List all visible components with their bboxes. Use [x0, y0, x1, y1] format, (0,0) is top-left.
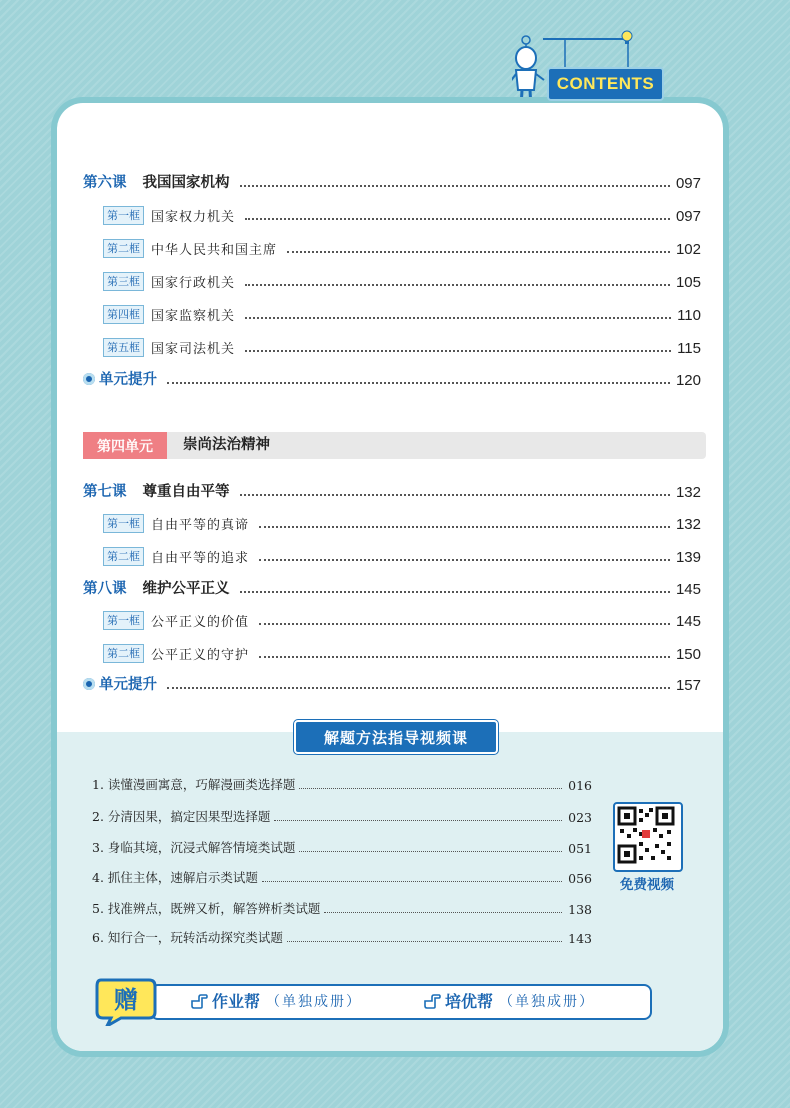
page-number: 145: [675, 613, 701, 630]
lesson-number: 第六课: [83, 175, 127, 191]
video-title: 4. 抓住主体，速解启示类试题: [92, 870, 258, 885]
frame-tag: 第五框: [103, 338, 144, 357]
unit-banner[interactable]: [83, 432, 706, 459]
page-number: 023: [568, 810, 592, 825]
leader-dots: [245, 217, 670, 220]
page-number: 145: [675, 581, 701, 598]
lesson-number: 第八课: [83, 581, 127, 597]
toc-unit-review[interactable]: [83, 367, 701, 389]
video-item[interactable]: [92, 926, 592, 946]
section-title: 国家监察机关: [151, 309, 236, 324]
video-title: 6. 知行合一，玩转活动探究类试题: [92, 930, 283, 945]
leader-dots: [167, 381, 670, 384]
page-number: 132: [675, 484, 701, 501]
page-number: 097: [675, 175, 701, 192]
leader-dots: [240, 493, 670, 496]
section-title: 公平正义的守护: [151, 648, 250, 663]
leader-dots: [259, 622, 670, 625]
lesson-title: 尊重自由平等: [142, 484, 230, 500]
toc-lesson-6[interactable]: [83, 170, 701, 192]
leader-dots: [299, 788, 562, 789]
leader-dots: [259, 525, 670, 528]
leader-dots: [262, 881, 562, 882]
toc-section[interactable]: [103, 203, 701, 225]
video-title: 1. 读懂漫画寓意，巧解漫画类选择题: [92, 777, 296, 792]
qr-code-icon: [615, 804, 677, 866]
gift-item-homework[interactable]: [190, 989, 362, 1012]
video-item[interactable]: [92, 773, 592, 793]
bullet-icon: [83, 678, 95, 690]
gift-badge-label: 赠: [114, 987, 138, 1014]
section-title: 国家行政机关: [151, 276, 236, 291]
gift-subtitle: （单独成册）: [499, 993, 596, 1010]
section-title: 国家司法机关: [151, 342, 236, 357]
toc-section[interactable]: [103, 269, 701, 291]
section-title: 公平正义的价值: [151, 615, 250, 630]
video-item[interactable]: [92, 836, 592, 856]
gift-title: 培优帮: [445, 994, 494, 1011]
frame-tag: 第二框: [103, 239, 144, 258]
pointing-hand-icon: [190, 992, 208, 1010]
leader-dots: [259, 558, 670, 561]
leader-dots: [299, 851, 562, 852]
video-section-title: 解题方法指导视频课: [323, 729, 468, 747]
section-title: 国家权力机关: [151, 210, 236, 225]
leader-dots: [245, 349, 671, 352]
page-number: 051: [568, 841, 592, 856]
video-section-header: [294, 720, 498, 754]
toc-section[interactable]: [103, 302, 701, 324]
bullet-icon: [83, 373, 95, 385]
page-number: 102: [675, 241, 701, 258]
page-number: 139: [675, 549, 701, 566]
leader-dots: [324, 912, 562, 913]
section-title: 中华人民共和国主席: [151, 243, 278, 258]
leader-dots: [287, 941, 562, 942]
frame-tag: 第一框: [103, 611, 144, 630]
page-number: 115: [677, 340, 701, 357]
page-number: 056: [568, 871, 592, 886]
leader-dots: [274, 820, 562, 821]
page-number: 143: [568, 931, 592, 946]
frame-tag: 第一框: [103, 206, 144, 225]
lesson-title: 维护公平正义: [142, 581, 230, 597]
unit-tag: 第四单元: [83, 432, 167, 459]
gift-subtitle: （单独成册）: [266, 993, 363, 1010]
page-number: 150: [675, 646, 701, 663]
lesson-title: 我国国家机构: [142, 175, 230, 191]
toc-section[interactable]: [103, 335, 701, 357]
toc-section[interactable]: [103, 608, 701, 630]
contents-badge: [547, 67, 664, 101]
qr-label: 免费视频: [620, 877, 674, 892]
unit-title: 崇尚法治精神: [183, 437, 270, 453]
page-number: 132: [675, 516, 701, 533]
gift-title: 作业帮: [212, 994, 261, 1011]
toc-lesson-8[interactable]: [83, 576, 701, 598]
leader-dots: [259, 655, 670, 658]
frame-tag: 第四框: [103, 305, 144, 324]
leader-dots: [287, 250, 670, 253]
lesson-number: 第七课: [83, 484, 127, 500]
toc-section[interactable]: [103, 236, 701, 258]
unit-review-label: 单元提升: [99, 677, 157, 693]
lightbulb-icon: [620, 30, 634, 46]
page-number: 016: [568, 778, 592, 793]
video-title: 2. 分清因果，搞定因果型选择题: [92, 809, 271, 824]
section-title: 自由平等的追求: [151, 551, 250, 566]
leader-dots: [245, 316, 671, 319]
page-number: 110: [677, 307, 701, 324]
contents-title: CONTENTS: [556, 74, 655, 93]
leader-dots: [240, 184, 670, 187]
leader-dots: [245, 283, 670, 286]
frame-tag: 第二框: [103, 547, 144, 566]
frame-tag: 第二框: [103, 644, 144, 663]
video-item[interactable]: [92, 897, 592, 917]
toc-section[interactable]: [103, 641, 701, 663]
pointing-hand-icon: [423, 992, 441, 1010]
page-number: 097: [675, 208, 701, 225]
unit-review-label: 单元提升: [99, 372, 157, 388]
page-number: 105: [675, 274, 701, 291]
video-item[interactable]: [92, 866, 592, 886]
video-item[interactable]: [92, 805, 592, 825]
gift-item-advanced[interactable]: [423, 989, 595, 1012]
page-number: 157: [675, 677, 701, 694]
page-number: 120: [675, 372, 701, 389]
leader-dots: [167, 686, 670, 689]
frame-tag: 第一框: [103, 514, 144, 533]
qr-code[interactable]: [613, 802, 683, 872]
page-number: 138: [568, 902, 592, 917]
toc-section[interactable]: [103, 511, 701, 533]
frame-tag: 第三框: [103, 272, 144, 291]
section-title: 自由平等的真谛: [151, 518, 250, 533]
toc-lesson-7[interactable]: [83, 479, 701, 501]
toc-section[interactable]: [103, 544, 701, 566]
video-title: 3. 身临其境，沉浸式解答情境类试题: [92, 840, 296, 855]
leader-dots: [240, 590, 670, 593]
gift-badge: [95, 976, 157, 1026]
toc-unit-review[interactable]: [83, 672, 701, 694]
video-title: 5. 找准辨点，既辨又析，解答辨析类试题: [92, 901, 321, 916]
